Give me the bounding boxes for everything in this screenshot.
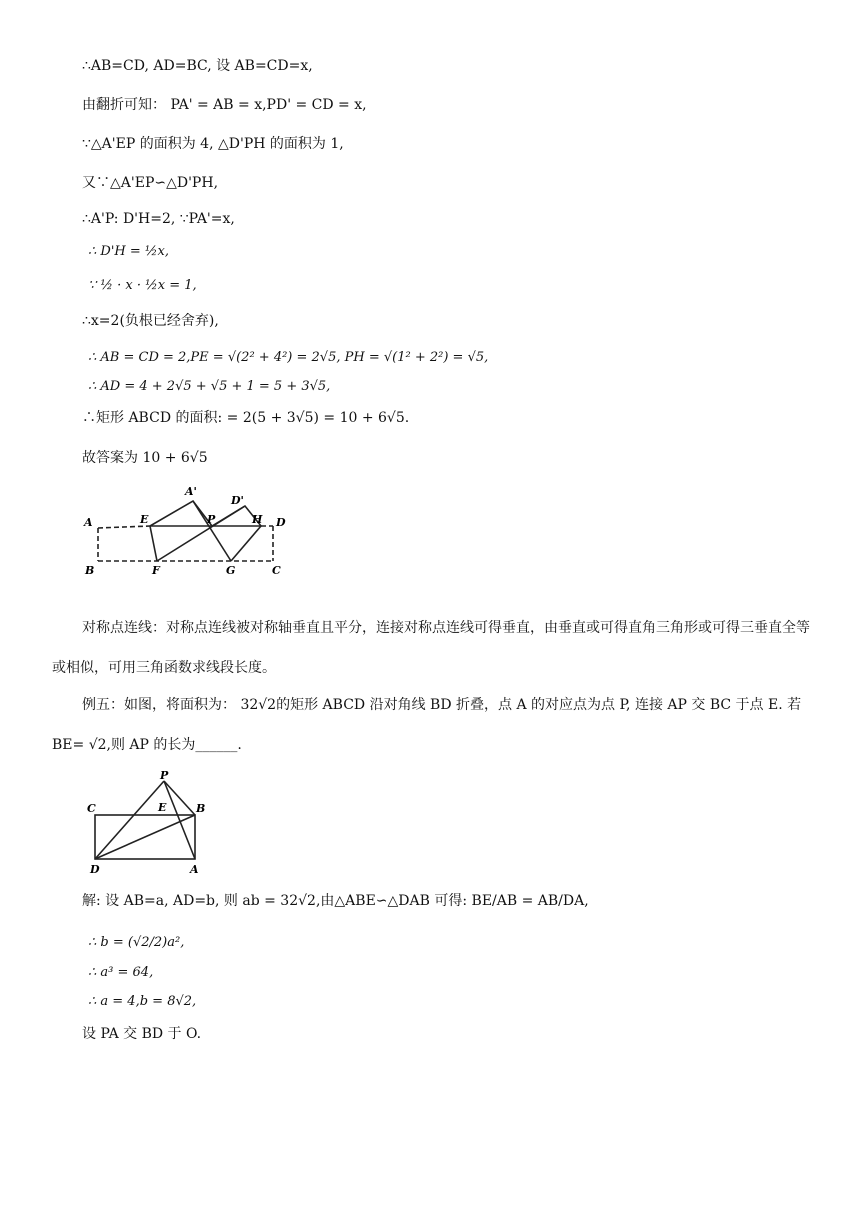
line-D-P [95,781,164,859]
line-8: ∴x=2(负根已经舍弃), [82,313,219,329]
label-H: H [252,513,263,526]
line-5: ∴A'P: D'H=2, ∵PA'=x, [82,211,235,227]
label-A: A [190,863,199,876]
label-D: D [276,516,286,529]
example-five-paragraph: 例五：如图，将面积为： 32√2的矩形 ABCD 沿对角线 BD 折叠，点 A 的对应点为点 P, 连接 AP 交 BC 于点 E. 若 BE= √2,则 AP 的长为______. [52,697,802,753]
line-E-F [150,526,157,561]
triangle-A1 [150,501,212,526]
label-E: E [140,513,149,526]
label-D: D [90,863,100,876]
label-A-prime: A' [185,485,197,498]
line-9: ∴ AB = CD = 2,PE = √(2² + 4²) = 2√5, PH = √(1² + 2²) = √5, [88,350,489,365]
label-G: G [226,564,236,577]
label-F: F [152,564,160,577]
line-2: 由翻折可知： PA' = AB = x,PD' = CD = x, [82,97,367,113]
line-7: ∵ ½ · x · ½x = 1, [88,278,197,293]
line-A1-G [193,501,231,561]
line-P-B [164,781,195,815]
label-P: P [160,770,169,782]
solution-line-4: ∴ a = 4,b = 8√2, [88,994,197,1009]
line-11: ∴矩形 ABCD 的面积: = 2(5 + 3√5) = 10 + 6√5. [82,410,410,426]
label-D-prime: D' [231,494,244,507]
solution-line-1: 解: 设 AB=a, AD=b, 则 ab = 32√2,由△ABE∽△DAB 可得: BE/AB = AB/DA, [82,893,589,909]
line-1: ∴AB=CD, AD=BC, 设 AB=CD=x, [82,58,313,74]
fold-figure-2 [82,770,212,878]
line-10: ∴ AD = 4 + 2√5 + √5 + 1 = 5 + 3√5, [88,379,331,394]
label-A: A [84,516,93,529]
line-P-A [164,781,195,859]
label-B: B [85,564,95,577]
line-4: 又∵△A'EP∽△D'PH, [82,175,219,191]
line-12: 故答案为 10 + 6√5 [82,450,208,466]
method-paragraph: 对称点连线：对称点连线被对称轴垂直且平分，连接对称点连线可得垂直，由垂直或可得直角三角形或可得三垂直全等或相似，可用三角函数求线段长度。 [52,620,810,676]
solution-line-2: ∴ b = (√2/2)a², [88,935,185,950]
label-P: P [207,513,216,526]
dashed-top-left [98,526,150,528]
line-G-H [231,526,261,561]
label-C: C [272,564,281,577]
line-3: ∵△A'EP 的面积为 4, △D'PH 的面积为 1, [82,136,344,152]
solution-line-3: ∴ a³ = 64, [88,965,154,980]
fold-figure-1 [80,482,290,582]
label-E: E [158,801,167,814]
solution-line-5: 设 PA 交 BD 于 O. [82,1026,202,1042]
line-6: ∴ D'H = ½x, [88,244,169,259]
label-C: C [87,802,96,815]
label-B: B [196,802,206,815]
